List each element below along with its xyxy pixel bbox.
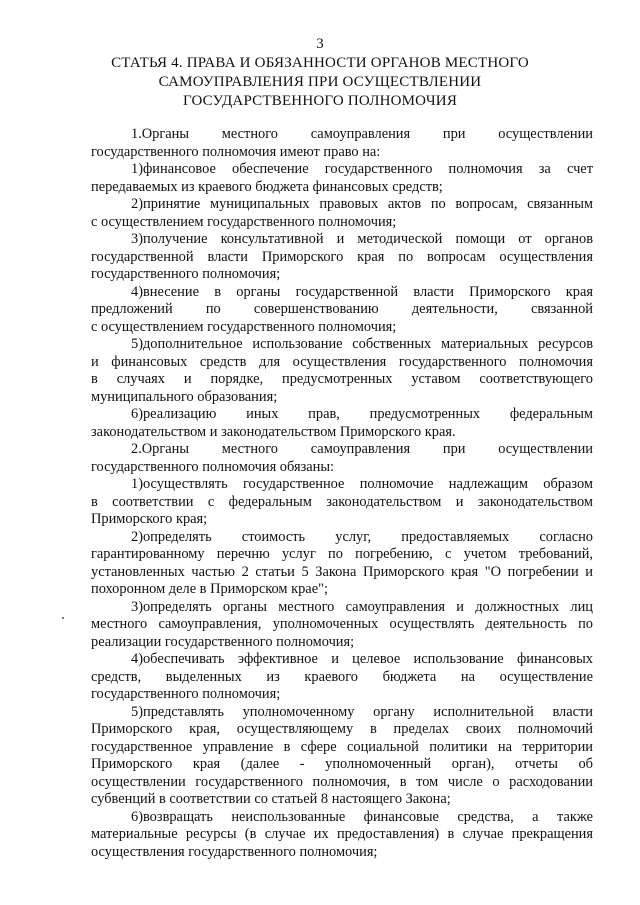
paragraph-line: 5)дополнительное использование собственных материальных ресурсов bbox=[131, 336, 593, 352]
paragraph-line: материальные ресурсы (в случае их предоставления) в случае прекращения bbox=[91, 826, 593, 842]
paragraph bbox=[91, 231, 593, 284]
paragraph bbox=[91, 126, 593, 161]
paragraph bbox=[91, 704, 593, 809]
paragraph bbox=[91, 161, 593, 196]
paragraph-line: 1.Органы местного самоуправления при осуществлении bbox=[131, 126, 593, 142]
paragraph-line: государственного полномочия; bbox=[91, 686, 281, 702]
paragraph-line: 1)финансовое обеспечение государственного полномочия за счет bbox=[131, 161, 593, 177]
paragraph-line: установленных частью 2 статьи 5 Закона Приморского края "О погребении и bbox=[91, 563, 593, 580]
paragraph-line: Приморского края (далее - уполномоченный орган), отчеты об bbox=[91, 756, 593, 772]
paragraph-line: 5)представлять уполномоченному органу исполнительной власти bbox=[131, 703, 593, 720]
paragraph-line: законодательством и законодательством Приморского края. bbox=[91, 423, 456, 440]
paragraph bbox=[91, 336, 593, 406]
paragraph-line: государственного полномочия обязаны: bbox=[91, 458, 335, 475]
paragraph-line: предложений по совершенствованию деятельности, связанной bbox=[91, 301, 593, 317]
article-title-line: СТАТЬЯ 4. ПРАВА И ОБЯЗАННОСТИ ОРГАНОВ МЕСТНОГО bbox=[111, 55, 529, 71]
paragraph bbox=[91, 284, 593, 337]
paragraph-line: 2)принятие муниципальных правовых актов по вопросам, связанным bbox=[131, 196, 593, 212]
paragraph-line: 6)возвращать неиспользованные финансовые средства, а также bbox=[131, 808, 593, 825]
paragraph-line: с осуществлением государственного полномочия; bbox=[91, 318, 397, 335]
paragraph-line: субвенций в соответствии со статьей 8 настоящего Закона; bbox=[91, 791, 451, 807]
paragraph-line: осуществления государственного полномочия; bbox=[91, 843, 378, 860]
paragraph-line: 2)определять стоимость услуг, предоставляемых согласно bbox=[131, 528, 593, 545]
paragraph bbox=[91, 476, 593, 529]
paragraph bbox=[91, 441, 593, 476]
paragraph bbox=[91, 406, 593, 441]
article-title bbox=[0, 54, 640, 111]
paragraph-line: Приморского края; bbox=[91, 511, 208, 527]
article-body bbox=[91, 126, 593, 861]
paragraph-line: 1)осуществлять государственное полномочие надлежащим образом bbox=[131, 476, 593, 492]
paragraph-line: государственного полномочия; bbox=[91, 266, 281, 282]
paragraph-line: гарантированному перечню услуг по погребению, с учетом требований, bbox=[91, 546, 593, 562]
paragraph-line: 4)внесение в органы государственной власти Приморского края bbox=[131, 283, 593, 300]
paragraph-line: с осуществлением государственного полномочия; bbox=[91, 213, 397, 230]
paragraph-line: реализации государственного полномочия; bbox=[91, 633, 355, 650]
paragraph-line: государственное управление в сфере социальной политики на территории bbox=[91, 738, 593, 755]
paragraph-line: 2.Органы местного самоуправления при осуществлении bbox=[131, 441, 593, 457]
paragraph-line: местного самоуправления, уполномоченных осуществлять деятельность по bbox=[91, 616, 593, 632]
paragraph bbox=[91, 529, 593, 599]
paragraph-line: похоронном деле в Приморском крае"; bbox=[91, 581, 328, 597]
paragraph-line: государственного полномочия имеют право на: bbox=[91, 143, 381, 160]
margin-mark bbox=[62, 617, 64, 619]
paragraph-line: Приморского края, осуществляющему в пределах своих полномочий bbox=[91, 721, 593, 737]
paragraph-line: 6)реализацию иных прав, предусмотренных федеральным bbox=[131, 406, 593, 422]
paragraph-line: средств, выделенных из краевого бюджета на осуществление bbox=[91, 668, 593, 685]
article-title-line: ГОСУДАРСТВЕННОГО ПОЛНОМОЧИЯ bbox=[182, 93, 458, 109]
page-number: 3 bbox=[316, 36, 324, 52]
paragraph-line: осуществлении государственного полномочия, в том числе о расходовании bbox=[91, 773, 593, 790]
paragraph bbox=[91, 599, 593, 652]
paragraph-line: 4)обеспечивать эффективное и целевое использование финансовых bbox=[131, 651, 593, 667]
paragraph bbox=[91, 809, 593, 862]
paragraph-line: 3)получение консультативной и методической помощи от органов bbox=[131, 231, 593, 247]
paragraph-line: передаваемых из краевого бюджета финансовых средств; bbox=[91, 178, 443, 195]
article-title-line: САМОУПРАВЛЕНИЯ ПРИ ОСУЩЕСТВЛЕНИИ bbox=[158, 74, 482, 90]
paragraph-line: муниципального образования; bbox=[91, 388, 278, 405]
paragraph-line: государственной власти Приморского края по вопросам осуществления bbox=[91, 248, 593, 265]
paragraph-line: 3)определять органы местного самоуправления и должностных лиц bbox=[131, 598, 593, 615]
paragraph-line: в случаях и порядке, предусмотренных уставом соответствующего bbox=[91, 371, 593, 387]
paragraph-line: и финансовых средств для осуществления государственного полномочия bbox=[91, 353, 593, 370]
paragraph-line: в соответствии с федеральным законодательством и законодательством bbox=[91, 493, 593, 510]
paragraph bbox=[91, 651, 593, 704]
paragraph bbox=[91, 196, 593, 231]
